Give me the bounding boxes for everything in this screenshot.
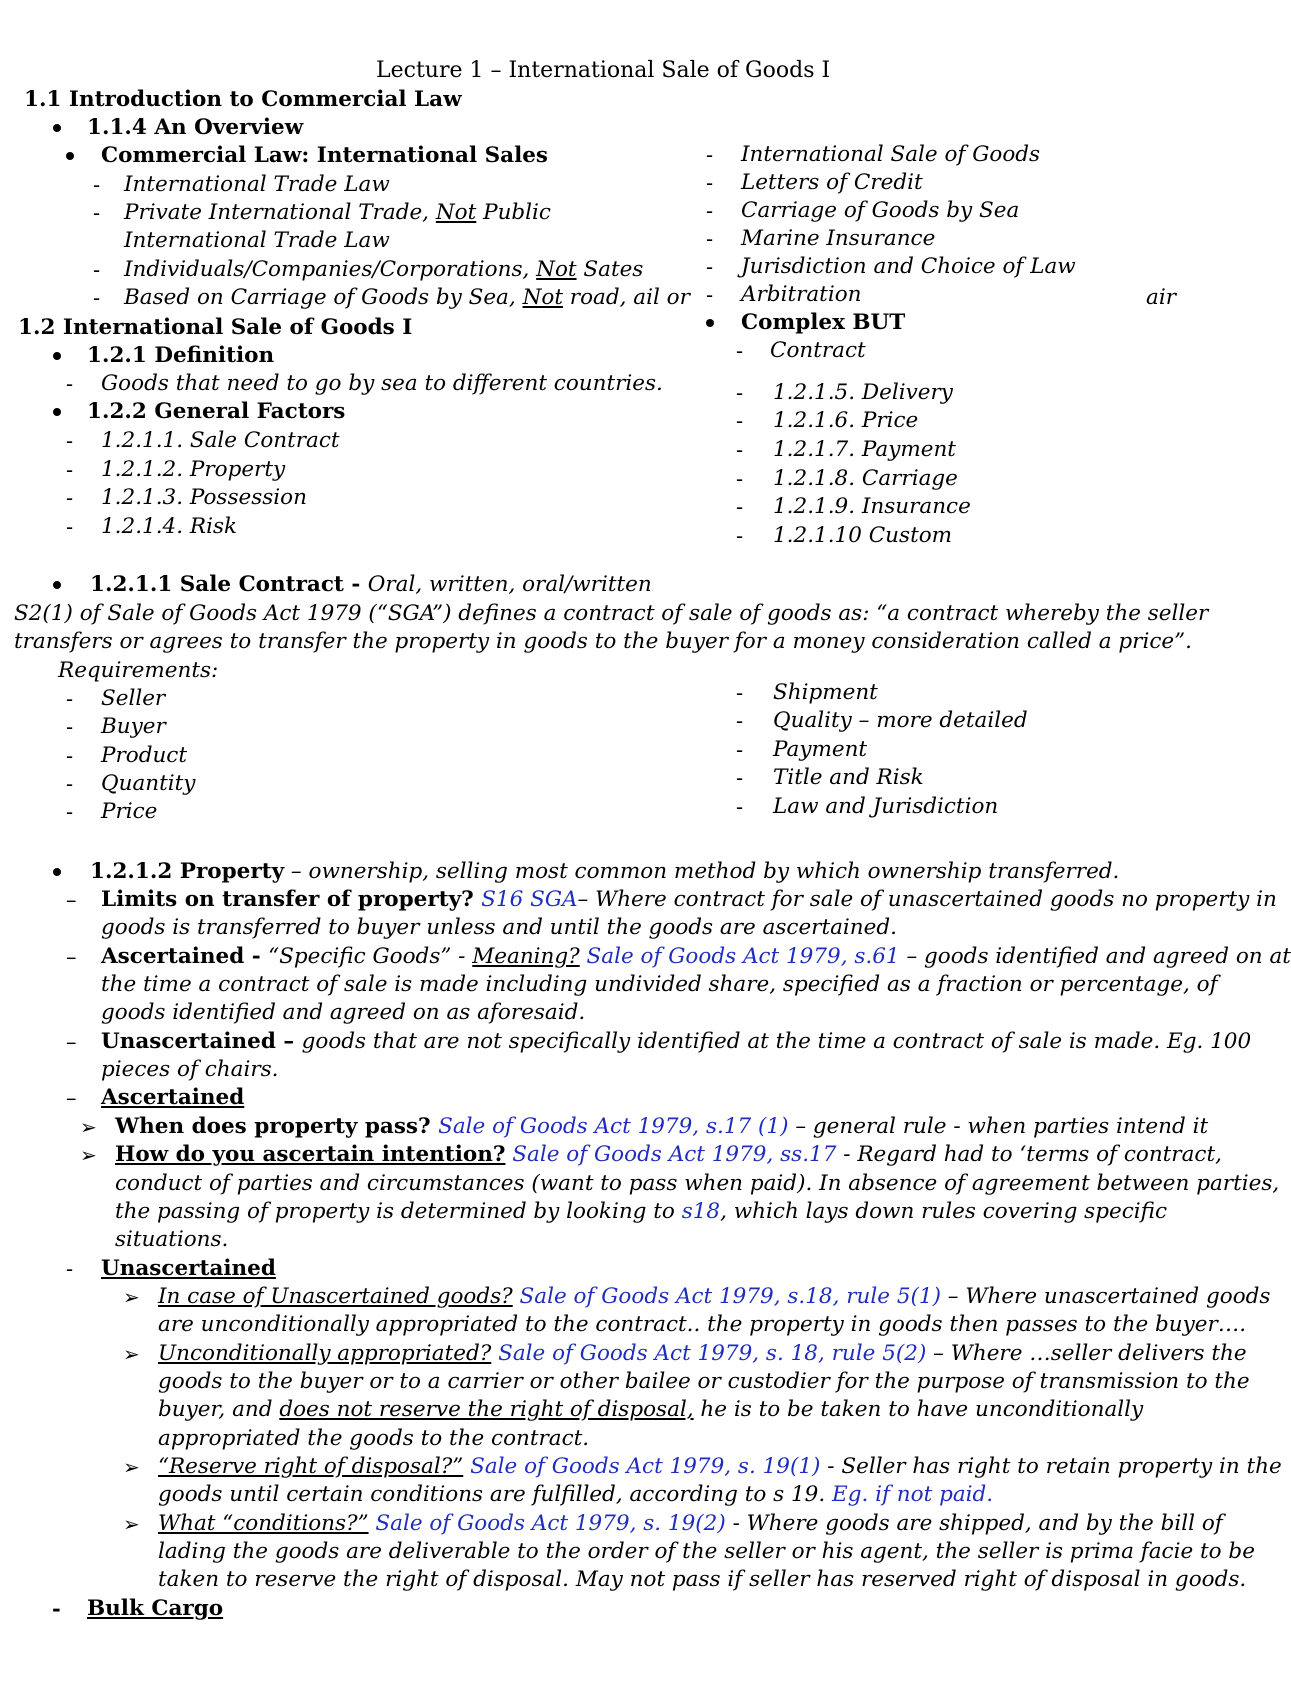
right-col-factor: 1.2.1.7. Payment — [773, 437, 956, 462]
ascertain-intention-cont: situations. — [115, 1227, 229, 1252]
right-col-contract: Contract — [770, 338, 866, 363]
ascertained-paragraph: Ascertained - “Specific Goods” - Meaning? Sale of Goods Act 1979, s.61 – goods identified and agreed on at — [101, 944, 1291, 969]
general-factor: 1.2.1.1. Sale Contract — [101, 428, 340, 453]
arrow-bullet-icon: ➢ — [80, 1143, 97, 1167]
requirement-item: Quantity — [101, 771, 196, 796]
right-col-item: International Sale of Goods — [741, 142, 1041, 167]
requirement-item: Quality – more detailed — [773, 708, 1028, 733]
bullet-dot-icon — [66, 152, 74, 160]
definition-heading: 1.2.1 Definition — [87, 343, 275, 368]
overview-item: Individuals/Companies/Corporations, Not Sates — [124, 257, 644, 282]
endash-icon: – — [66, 1030, 77, 1054]
limits-paragraph: Limits on transfer of property? S16 SGA– Where contract for sale of unascertained goods no property in — [101, 887, 1277, 912]
right-col-factor: 1.2.1.5. Delivery — [773, 380, 953, 405]
general-factor: 1.2.1.3. Possession — [101, 485, 307, 510]
ascertain-intention-cont: conduct of parties and circumstances (want to pass when paid). In absence of agreement between parties, — [115, 1171, 1280, 1196]
arrow-bullet-icon: ➢ — [123, 1342, 140, 1366]
dash-icon: - — [736, 409, 744, 433]
dash-icon: - — [66, 515, 74, 539]
requirement-item: Seller — [101, 686, 166, 711]
arrow-bullet-icon: ➢ — [123, 1285, 140, 1309]
right-col-factor: 1.2.1.10 Custom — [773, 523, 953, 548]
general-factors-heading: 1.2.2 General Factors — [87, 399, 346, 424]
dash-icon: - — [66, 458, 74, 482]
bullet-dot-icon — [53, 581, 61, 589]
requirement-item: Product — [101, 743, 187, 768]
dash-icon: - — [736, 467, 744, 491]
dash-icon: - — [706, 143, 714, 167]
sale-contract-text: S2(1) of Sale of Goods Act 1979 (“SGA”) defines a contract of sale of goods as: “a contract whereby the seller — [14, 601, 1209, 626]
ascertained-paragraph-cont: goods identified and agreed on as aforesaid. — [101, 1000, 586, 1025]
dash-icon: - — [736, 339, 744, 363]
dash-icon: - — [736, 766, 744, 790]
overview-item: International Trade Law — [124, 172, 390, 197]
unascertained-subheading: Unascertained — [101, 1256, 276, 1281]
endash-icon: – — [66, 888, 77, 912]
section-1-2-heading: 1.2 International Sale of Goods I — [18, 315, 413, 340]
right-col-factor: 1.2.1.9. Insurance — [773, 494, 971, 519]
dash-icon: - — [66, 372, 74, 396]
bullet-dot-icon — [53, 124, 61, 132]
ascertained-subheading: Ascertained — [101, 1085, 245, 1110]
dash-icon: - — [93, 258, 101, 282]
dash-icon: - — [706, 227, 714, 251]
right-col-item: Letters of Credit — [741, 170, 923, 195]
reserve-right-of-disposal: “Reserve right of disposal?” Sale of Goods Act 1979, s. 19(1) - Seller has right to retain property in the — [158, 1454, 1282, 1479]
what-conditions: What “conditions?” Sale of Goods Act 1979, s. 19(2) - Where goods are shipped, and by the bill of — [158, 1511, 1223, 1536]
unascertained-case: In case of Unascertained goods? Sale of Goods Act 1979, s.18, rule 5(1) – Where unascertained goods — [158, 1284, 1271, 1309]
general-factor: 1.2.1.2. Property — [101, 457, 286, 482]
overview-heading: 1.1.4 An Overview — [87, 115, 304, 140]
when-property-passes: When does property pass? Sale of Goods Act 1979, s.17 (1) – general rule - when parties intend it — [115, 1114, 1209, 1139]
unconditionally-appropriated-cont: goods to the buyer or to a carrier or other bailee or custodier for the purpose of transmission to the — [158, 1369, 1250, 1394]
right-col-item: Carriage of Goods by Sea — [741, 198, 1020, 223]
ascertain-intention: How do you ascertain intention? Sale of Goods Act 1979, ss.17 - Regard had to ‘terms of contract, — [115, 1142, 1222, 1167]
dash-icon: - — [66, 687, 74, 711]
unconditionally-appropriated-cont: appropriated the goods to the contract. — [158, 1426, 590, 1451]
dash-icon: - — [93, 286, 101, 310]
overview-item: Private International Trade, Not Public — [124, 200, 551, 225]
section-1-1-heading: 1.1 Introduction to Commercial Law — [24, 87, 462, 112]
requirement-item: Shipment — [773, 680, 878, 705]
unascertained-case-cont: are unconditionally appropriated to the contract.. the property in goods then passes to the buyer…. — [158, 1312, 1247, 1337]
dash-icon: - — [736, 381, 744, 405]
unconditionally-appropriated-cont: buyer, and does not reserve the right of disposal, he is to be taken to have unconditionally — [158, 1397, 1144, 1422]
dash-icon: - — [52, 1596, 61, 1621]
reserve-right-of-disposal-cont: goods until certain conditions are fulfilled, according to s 19. Eg. if not paid. — [158, 1482, 994, 1507]
dash-icon: - — [706, 171, 714, 195]
what-conditions-cont: taken to reserve the right of disposal. May not pass if seller has reserved right of disposal in goods. — [158, 1567, 1247, 1592]
dash-icon: - — [706, 199, 714, 223]
right-col-item: Marine Insurance — [741, 226, 936, 251]
requirement-item: Payment — [773, 737, 868, 762]
sale-contract-heading: 1.2.1.1 Sale Contract - Oral, written, oral/written — [90, 572, 652, 597]
bullet-dot-icon — [53, 868, 61, 876]
ascertain-intention-cont: the passing of property is determined by looking to s18, which lays down rules covering specific — [115, 1199, 1167, 1224]
dash-icon: - — [736, 438, 744, 462]
limits-paragraph-cont: goods is transferred to buyer unless and until the goods are ascertained. — [101, 915, 897, 940]
dash-icon: - — [736, 795, 744, 819]
endash-icon: – — [66, 1086, 77, 1110]
dash-icon: - — [66, 486, 74, 510]
what-conditions-cont: lading the goods are deliverable to the order of the seller or his agent, the seller is prima facie to be — [158, 1539, 1255, 1564]
bulk-cargo-heading: Bulk Cargo — [87, 1596, 224, 1621]
dash-icon: - — [736, 524, 744, 548]
right-col-factor: 1.2.1.6. Price — [773, 408, 919, 433]
requirement-item: Price — [101, 799, 158, 824]
dash-icon: - — [706, 283, 714, 307]
overview-item: Based on Carriage of Goods by Sea, Not road, ail or — [124, 285, 690, 310]
arrow-bullet-icon: ➢ — [123, 1455, 140, 1479]
dash-icon: - — [66, 800, 74, 824]
bullet-dot-icon — [53, 408, 61, 416]
arrow-bullet-icon: ➢ — [80, 1115, 97, 1139]
dash-icon: - — [93, 201, 101, 225]
dash-icon: - — [66, 744, 74, 768]
ascertained-paragraph-cont: the time a contract of sale is made including undivided share, specified as a fraction or percentage, of — [101, 972, 1218, 997]
general-factor: 1.2.1.4. Risk — [101, 514, 238, 539]
intl-sales-heading: Commercial Law: International Sales — [101, 143, 549, 168]
right-col-item: Jurisdiction and Choice of Law — [741, 254, 1076, 279]
unascertained-paragraph-cont: pieces of chairs. — [101, 1057, 279, 1082]
right-col-factor: 1.2.1.8. Carriage — [773, 466, 958, 491]
overview-item-cont: International Trade Law — [124, 228, 390, 253]
dash-icon: - — [736, 681, 744, 705]
requirement-item: Law and Jurisdiction — [773, 794, 999, 819]
definition-text: Goods that need to go by sea to different countries. — [101, 371, 663, 396]
dash-icon: - — [66, 772, 74, 796]
property-heading: 1.2.1.2 Property – ownership, selling most common method by which ownership transferred. — [90, 859, 1120, 884]
requirements-label: Requirements: — [58, 658, 219, 683]
bullet-dot-icon — [706, 319, 714, 327]
right-col-item: Arbitration — [741, 282, 862, 307]
requirement-item: Title and Risk — [773, 765, 924, 790]
dash-icon: - — [66, 715, 74, 739]
unconditionally-appropriated: Unconditionally appropriated? Sale of Goods Act 1979, s. 18, rule 5(2) – Where …seller delivers the — [158, 1341, 1247, 1366]
unascertained-paragraph: Unascertained – goods that are not specifically identified at the time a contract of sale is made. Eg. 100 — [101, 1029, 1252, 1054]
dash-icon: - — [736, 495, 744, 519]
endash-icon: – — [66, 945, 77, 969]
overview-item-overflow: air — [1146, 285, 1176, 310]
dash-icon: - — [706, 255, 714, 279]
requirement-item: Buyer — [101, 714, 166, 739]
arrow-bullet-icon: ➢ — [123, 1512, 140, 1536]
dash-icon: - — [736, 738, 744, 762]
dash-icon: - — [736, 709, 744, 733]
dash-icon: - — [66, 429, 74, 453]
sale-contract-text: transfers or agrees to transfer the property in goods to the buyer for a money consideration called a price”. — [14, 629, 1192, 654]
dash-icon: - — [93, 173, 101, 197]
page-title: Lecture 1 – International Sale of Goods I — [376, 58, 831, 83]
bullet-dot-icon — [53, 352, 61, 360]
complex-heading: Complex BUT — [741, 310, 906, 335]
dash-icon: - — [66, 1257, 74, 1281]
